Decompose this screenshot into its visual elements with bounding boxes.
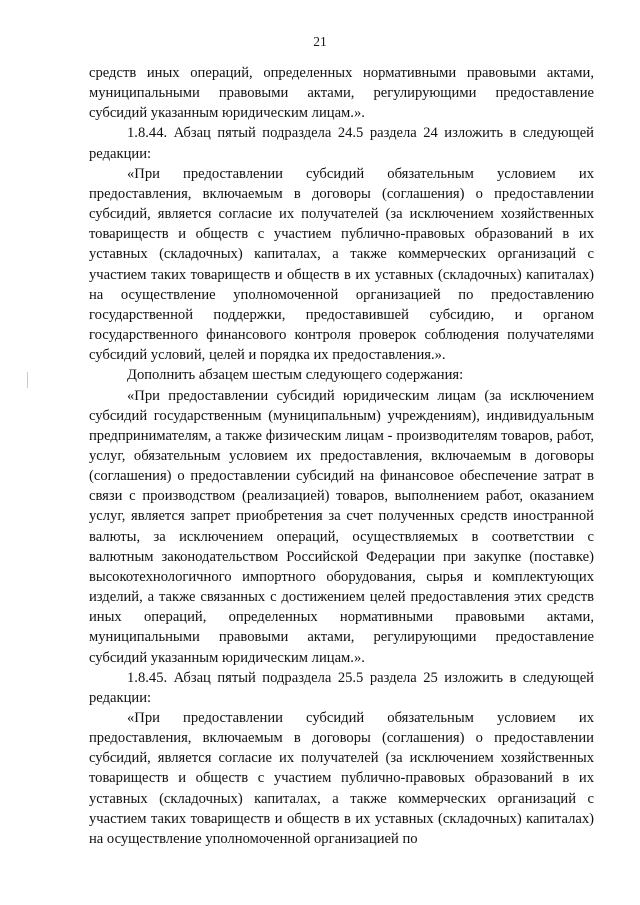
document-body [89,63,594,849]
paragraph-amendment-1-8-45: 1.8.45. Абзац пятый подраздела 25.5 раздела 25 изложить в следующей редакции: [89,669,594,706]
margin-scan-mark [27,372,28,388]
paragraph-add-sixth: Дополнить абзацем шестым следующего содержания: [127,367,464,384]
page-number: 21 [313,34,327,49]
paragraph-quote-sixth: «При предоставлении субсидий юридическим лицам (за исключением субсидий государственным (муниципальным) учреждениям), индивидуальным предпринимателям, а также физическим лицам - производителям товаров, работ, услуг, обязательным условием их предоставления, включаемым в договоры (соглашения) о предоставлении субсидий на финансовое обеспечение затрат в связи с производством (реализацией) товаров, выполнением работ, оказанием услуг, является запрет приобретения за счет полученных средств иностранной валюты, за исключением операций, осуществляемых в соответствии с валютным законодательством Российской Федерации при закупке (поставке) высокотехнологичного импортного оборудования, сырья и комплектующих изделий, а также связанных с достижением целей предоставления этих средств иных операций, определенных нормативными правовыми актами, муниципальными правовыми актами, регулирующими предоставление субсидий указанным юридическим лицам.». [89,387,594,666]
paragraph-quote-24-5: «При предоставлении субсидий обязательным условием их предоставления, включаемым в договоры (соглашения) о предоставлении субсидий, является согласие их получателей (за исключением хозяйственных товариществ и обществ с участием публично-правовых образований в их уставных (складочных) капиталах, а также коммерческих организаций с участием таких товариществ и обществ в их уставных (складочных) капиталах) на осуществление уполномоченной организацией по предоставлению государственной поддержки, предоставившей субсидию, и органом государственного финансового контроля проверок соблюдения получателями субсидий условий, целей и порядка их предоставления.». [89,165,594,364]
paragraph-quote-25-5: «При предоставлении субсидий обязательным условием их предоставления, включаемым в договоры (соглашения) о предоставлении субсидий, является согласие их получателей (за исключением хозяйственных товариществ и обществ с участием публично-правовых образований в их уставных (складочных) капиталах, а также коммерческих организаций с участием таких товариществ и обществ в их уставных (складочных) капиталах) на осуществление уполномоченной организацией по [89,710,594,847]
paragraph-continuation: средств иных операций, определенных нормативными правовыми актами, муниципальными правовыми актами, регулирующими предоставление субсидий указанным юридическим лицам.». [89,65,594,122]
paragraph-amendment-1-8-44: 1.8.44. Абзац пятый подраздела 24.5 раздела 24 изложить в следующей редакции: [89,125,594,162]
